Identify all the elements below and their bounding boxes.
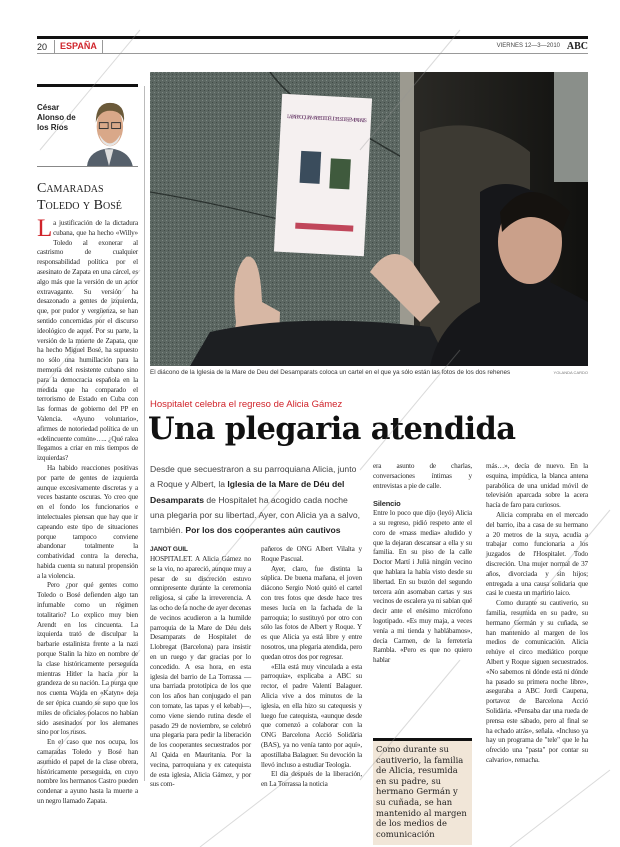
paragraph: más…», decía de nuevo. En la esquina, impúdica, la blanca antena parabólica de una unidad móvil de televisión aparcada sobre la acera hacía de faro para curiosos. [486,462,588,510]
lead-bold: Iglesia de la Mare de Déu del Desamparats [150,479,345,505]
lead-bold: Por los dos cooperantes aún cautivos [185,525,341,536]
article-headline: Una plegaria atendida [148,411,516,447]
paragraph: Como durante su cautiverio, su familia, resumida en su padre, su hermano Germán y su cuñada, se han mantenido al margen de los medios de comunicación. Alicia rehúye el circo mediático porque Albert y Roque siguen secuestrados. «No sabemos ni dónde está ni dónde ha pasado su primera noche libre», aseguraba a ABC Jordi Caupena, portavoz de Barcelona Acció Solidària. «Pensaba dar una rueda de prensa este sábado, pero al final se ha echado atrás», señala. «Incluso ya hay un programa de "tele" que le ha ofrecido una "pasta" por contar su calvario», remacha. [486,599,588,764]
caption-text: El diácono de la Iglesia de la Mare de Deu del Desamparats coloca un cartel en el que ya sólo están las fotos de los dos rehenes [150,369,511,376]
paragraph: Ha habido reacciones positivas por parte de gentes de izquierda aunque excesivamente discretas y a veces bastante oscuras. Yo creo que en el fondo los funcionarios e intelectuales piensan que hay que ir capeando este tipo de situaciones porque tampoco conviene abandonar totalmente la combatividad contra la derecha, habida cuenta su natural propensión a la violencia. [37,463,138,580]
paragraph: El día después de la liberación, en La Torrassa la noticia [261,770,362,789]
article-kicker: Hospitalet celebra el regreso de Alicia Gámez [150,399,343,410]
issue-date: VIERNES 12—3—2010 [496,43,560,49]
subheading: Silencio [373,499,401,509]
author-portrait [80,95,138,166]
photo-caption [150,369,588,379]
paragraph: En el caso que nos ocupa, los camaradas Toledo y Bosé han asumido el papel de la clase obrera, históricamente perseguida, en cuyo nombre los hermanos Castro pueden condenar a ayuno hasta la muerte a un negro llamado Zapata. [37,738,138,806]
article-column-4 [486,462,588,766]
page-header [37,40,588,54]
paragraph: a justificación de la dictadura cubana, que ha hecho «Willy» Toledo al exonerar al castrismo de cualquier responsabilidad política por el asesinato de Zapata en una cárcel, es algo más que la versión de un actor extravagante. Su versión ha desazonado a gentes de izquierda, que, por pudor y vergüenza, se han sentido concernidas por el discurso ideológico de aquel. Por su parte, la versión de la muerte de Zapata, que ha hecho Miguel Bosé, ha supuesto no sólo una humillación para la memoria del resistente cubano sino para la democracia española en la medida que ha comparado el terrorismo de Estado en Cuba con las formas de gobierno del PP en Valencia. «Ayuno voluntario», afirmes de notoriedad política de un «delincuente común»….. ¿Qué ralea llegamos a criar en mis tiempos de izquierdas? [37,219,138,463]
paragraph: pañeros de ONG Albert Vilalta y Roque Pascual. [261,545,362,563]
poster-title: LA PARROQUIA MARE DE DÉU DELS DESEMPARATS [286,114,368,125]
news-photo [150,72,588,366]
article-column-3 [373,462,472,666]
lead-text: Desde que secuestraron a su parroquiana Alicia, junto a Roque y Albert, la [150,464,357,490]
pull-quote: Como durante su cautiverio, la familia de Alicia, resumida en su padre, su hermano Germán y su cuñada, se han mantenido al margen de los medios de comunicación [373,741,472,845]
paragraph: Entre lo poco que dijo (leyó) Alicia a su regreso, pidió respeto ante el coro de «mass media» aludido y que la dejaran descansar a ella y su familia. En su piso de la calle Doctor Martí i Julià ningún vecino que hablara la había visto desde su libertad. En su buzón del segundo tercera aún asomaban cartas y sus vecinos de escalera ya ni sabían qué decir ante el enésimo micrófono logotipado. «Es muy maja, a veces venía a mi tienda y hablábamos», decía Carmen, de la ferretería Rambla. «Pero es que no quiero hablar [373,509,472,665]
opinion-rule [37,84,138,87]
section-label: ESPAÑA [54,40,103,53]
divider [37,166,138,167]
paragraph: «Ella está muy vinculada a esta parroquia», explicaba a ABC su rector, el padre Valentí Balaguer. Alicia vive a dos minutos de la iglesia, en ella hizo su catequesis y luego fue catequista, «aunque desde que comenzó a colaborar con la ONG Barcelona Acció Solidària (BAS), ya no venía tanto por aquí», apostillaba Balaguer. Su devoción la llevó incluso a estudiar Teología. [261,662,362,769]
byline: JANOT GUIL [150,546,188,553]
header-rule [37,36,588,39]
paragraph: Alicia compraba en el mercado del barrio, iba a casa de su hermano a 20 metros de la suya, acudía a trabajar como funcionaria a los juzgados de l'Hospitalet. Todo discreción. Una mujer normal de 37 años, divorciada y sin hijos; entregada a una causa solidaria que casi le cuesta un martirio laico. [486,510,588,598]
paragraph: Pero ¿por qué gentes como Toledo o Bosé defienden algo tan infumable como un régimen totalitario? Lo explico muy bien Arendt en los cincuenta. La izquierda trató de disculpar la barbarie estalinista frente a la nazi porque Stalin la hizo en nombre de la clase históricamente perseguida mientras Hitler la hacía por la grandeza de su nación. La purga que nos cuenta Wajda en «Katyn» deja de ser épica cuando se supo que los miles de oficiales polacos no habían sido asesinados por los alemanes sino por los rusos. [37,581,138,737]
paragraph: era asunto de charlas, conversaciones íntimas y entrevistas a pie de calle. [373,462,472,490]
poster [274,94,372,256]
paragraph: HOSPITALET. A Alicia Gámez no se la vio, no apareció, aunque muy a pesar de su discreción estuvo omnipresente durante la ceremonia religiosa, si cabe la irreverencia. A las ocho de la noche de ayer decenas de vecinos acudieron a la humilde parroquia de la Mare de Déu dels Desamparats de Hospitalet de Llobregat (Barcelona) para insistir en un ruego y dar gracias por lo concedido. A esa hora, en esta iglesia del barrio de La Torrassa —una barriada prototípica de los que con los años han conjugado el pan con tomate, las tapas y el kebab)—, como viene siendo rutina desde el pasado 29 de noviembre, se celebró una plegaria para pedir la liberación de los cooperantes secuestrados por Al Qaida en Mauritania. Por la vecina, parroquiana y ex catequista de esta iglesia, Alicia Gámez, y por sus com- [150,555,251,789]
opinion-author: César Alonso de los Ríos [37,103,76,132]
paragraph: Ayer, claro, fue distinta la súplica. De buena mañana, el joven diácono Sergio Notó quitó el cartel con tres fotos que desde hace tres meses lucía en la fachada de la parroquia; lo sustituyó por otro con sólo las fotos de Albert y Roque. Y es que Alicia ya está libre y entre nosotros, una plegaria atendida, pero quedan otros dos por regresar. [261,564,362,661]
drop-cap: L [37,215,53,242]
opinion-title: Camaradas Toledo y Bosé [37,181,122,213]
column-divider [144,86,145,781]
page-number: 20 [37,42,48,52]
article-column-1 [150,545,251,790]
article-column-2 [261,545,362,790]
masthead-logo: ABC [566,41,588,52]
photo-credit: YOLANDA CARDO [553,370,588,375]
article-lead [150,462,362,538]
opinion-body [37,215,138,807]
lead-text: de Hospitalet ha acogido cada noche una plegaria por su libertad. Ayer, con Alicia ya a salvo, también. [150,494,361,536]
